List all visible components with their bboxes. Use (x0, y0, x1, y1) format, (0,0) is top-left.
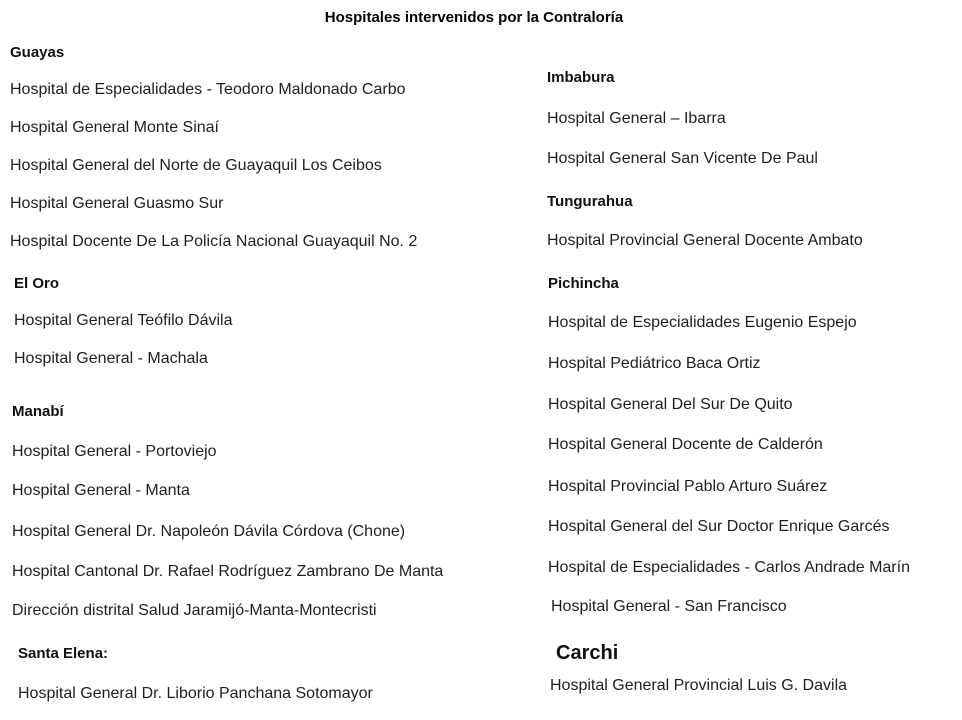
section-heading-tungurahua: Tungurahua (547, 193, 633, 210)
hospital-item: Hospital General Guasmo Sur (10, 195, 224, 212)
section-heading-carchi: Carchi (556, 642, 619, 664)
hospital-item: Hospital General Dr. Liborio Panchana Sotomayor (18, 685, 373, 702)
hospital-item: Hospital de Especialidades - Carlos Andrade Marín (548, 559, 910, 576)
section-heading-manabi: Manabí (12, 403, 64, 420)
hospital-item: Hospital General del Norte de Guayaquil Los Ceibos (10, 157, 382, 174)
section-heading-imbabura: Imbabura (547, 69, 615, 86)
hospital-item: Hospital Pediátrico Baca Ortiz (548, 355, 761, 372)
hospital-item: Hospital Docente De La Policía Nacional Guayaquil No. 2 (10, 233, 418, 250)
hospital-item: Hospital Cantonal Dr. Rafael Rodríguez Zambrano De Manta (12, 563, 444, 580)
hospital-item: Dirección distrital Salud Jaramijó-Manta-Montecristi (12, 602, 377, 619)
hospital-item: Hospital Provincial General Docente Ambato (547, 232, 863, 249)
section-heading-pichincha: Pichincha (548, 275, 619, 292)
page-title: Hospitales intervenidos por la Contraloría (324, 9, 624, 26)
hospital-item: Hospital General Del Sur De Quito (548, 396, 793, 413)
hospital-item: Hospital General Dr. Napoleón Dávila Córdova (Chone) (12, 523, 406, 540)
hospital-item: Hospital General – Ibarra (547, 110, 726, 127)
hospital-item: Hospital General - San Francisco (551, 598, 787, 615)
section-heading-santa-elena: Santa Elena: (18, 645, 109, 662)
hospital-item: Hospital General Monte Sinaí (10, 119, 219, 136)
hospital-item: Hospital de Especialidades - Teodoro Maldonado Carbo (10, 81, 406, 98)
hospital-item: Hospital General Docente de Calderón (548, 436, 823, 453)
hospital-item: Hospital Provincial Pablo Arturo Suárez (548, 478, 828, 495)
hospital-item: Hospital General Provincial Luis G. Davila (550, 677, 848, 694)
section-heading-guayas: Guayas (10, 44, 65, 61)
hospital-item: Hospital de Especialidades Eugenio Espejo (548, 314, 857, 331)
section-heading-el-oro: El Oro (14, 275, 60, 292)
hospital-item: Hospital General San Vicente De Paul (547, 150, 818, 167)
hospital-item: Hospital General Teófilo Dávila (14, 312, 233, 329)
hospital-item: Hospital General - Portoviejo (12, 443, 217, 460)
hospital-item: Hospital General - Manta (12, 482, 190, 499)
hospital-item: Hospital General - Machala (14, 350, 208, 367)
hospital-item: Hospital General del Sur Doctor Enrique Garcés (548, 518, 890, 535)
